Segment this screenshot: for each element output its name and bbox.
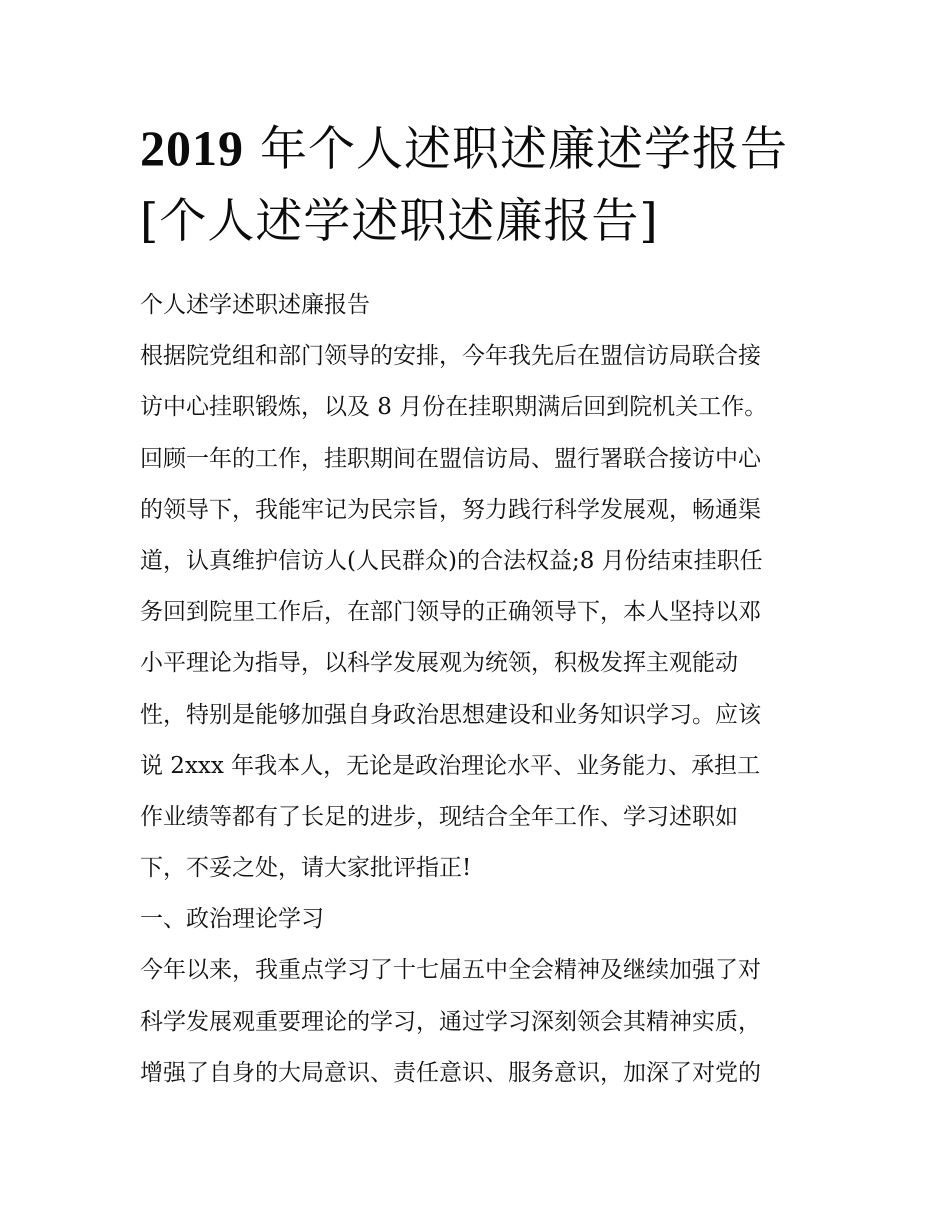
section-heading: 一、政治理论学习 bbox=[140, 906, 324, 933]
title-line-2: [个人述学述职述廉报告] bbox=[140, 194, 659, 249]
paragraph-line: 务回到院里工作后，在部门领导的正确领导下，本人坚持以邓 bbox=[140, 599, 761, 626]
paragraph-line: 今年以来，我重点学习了十七届五中全会精神及继续加强了对 bbox=[140, 957, 761, 984]
document-body bbox=[140, 280, 840, 1099]
title-line-1-text: 年个人述职述廉述学报告 bbox=[244, 122, 788, 177]
title-year: 2019 bbox=[140, 120, 244, 176]
paragraph-line: 小平理论为指导，以科学发展观为统领，积极发挥主观能动 bbox=[140, 650, 738, 677]
paragraph-line: 增强了自身的大局意识、责任意识、服务意识，加深了对党的 bbox=[140, 1059, 761, 1086]
paragraph-line: 的领导下，我能牢记为民宗旨，努力践行科学发展观，畅通渠 bbox=[140, 496, 761, 523]
paragraph-line: 说 2xxx 年我本人，无论是政治理论水平、业务能力、承担工 bbox=[140, 752, 761, 779]
paragraph-line: 科学发展观重要理论的学习，通过学习深刻领会其精神实质， bbox=[140, 1008, 761, 1035]
paragraph-line: 下，不妥之处，请大家批评指正! bbox=[140, 855, 472, 882]
document-title bbox=[140, 112, 840, 258]
subtitle-line: 个人述学述职述廉报告 bbox=[140, 292, 370, 318]
paragraph-line: 根据院党组和部门领导的安排，今年我先后在盟信访局联合接 bbox=[140, 343, 761, 370]
paragraph-line: 性，特别是能够加强自身政治思想建设和业务知识学习。应该 bbox=[140, 701, 761, 728]
title-line-1 bbox=[140, 112, 840, 186]
paragraph-line: 访中心挂职锻炼，以及 8 月份在挂职期满后回到院机关工作。 bbox=[140, 394, 768, 421]
paragraph-line: 回顾一年的工作，挂职期间在盟信访局、盟行署联合接访中心 bbox=[140, 445, 761, 472]
paragraph-line: 作业绩等都有了长足的进步，现结合全年工作、学习述职如 bbox=[140, 803, 738, 830]
paragraph-line: 道，认真维护信访人(人民群众)的合法权益;8 月份结束挂职任 bbox=[140, 547, 763, 574]
